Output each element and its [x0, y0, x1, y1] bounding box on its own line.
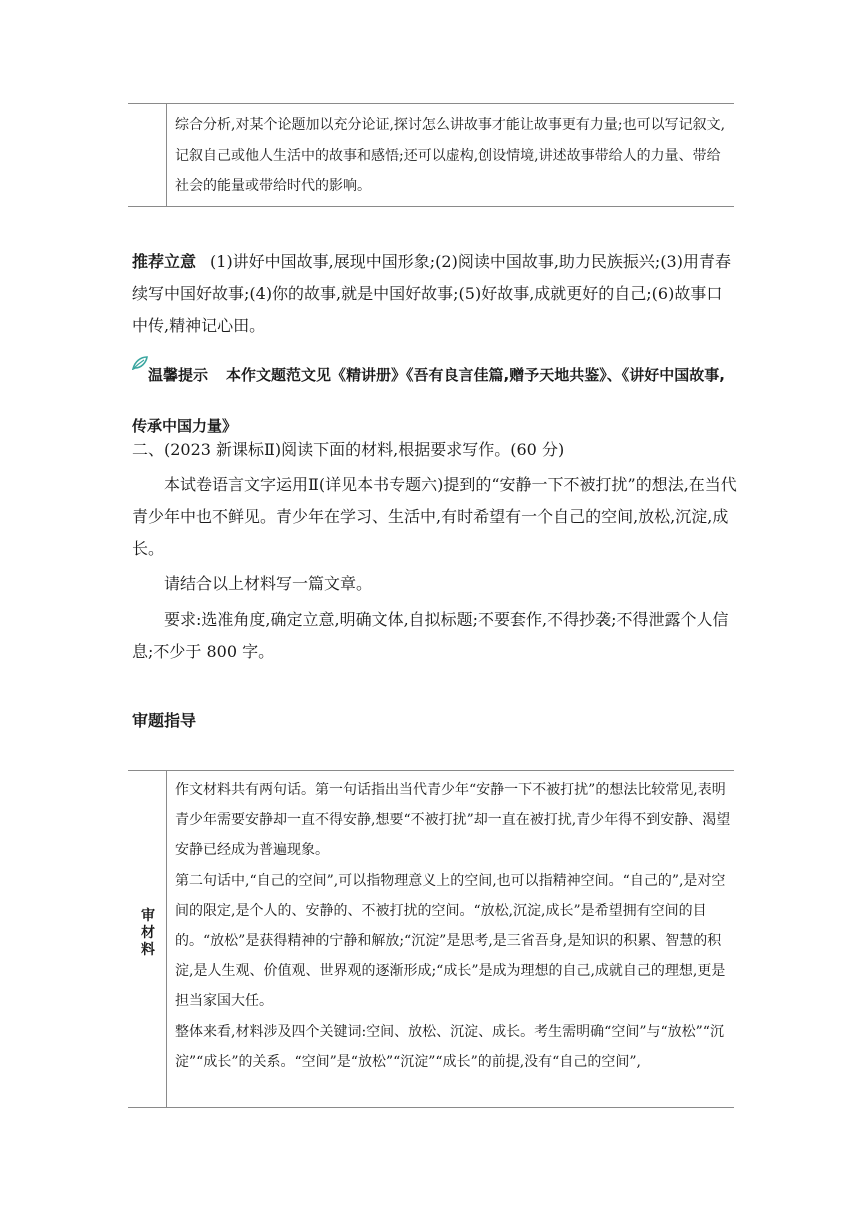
guide-table-cell — [175, 775, 731, 1077]
table-top-border — [128, 103, 734, 104]
question-prompt: 请结合以上材料写一篇文章。 — [164, 574, 373, 593]
guide-paragraph: 第二句话中,“自己的空间”,可以指物理意义上的空间,也可以指精神空间。“自己的”,是对空间的限定,是个人的、安静的、不被打扰的空间。“放松,沉淀,成长”是希望拥有空间的目的。“放松”是获得精神的宁静和解放;“沉淀”是思考,是三省吾身,是知识的积累、智慧的积淀,是人生观、价值观、世界观的逐渐形成;“成长”是成为理想的自己,成就自己的理想,更是担当家国大任。 — [175, 872, 726, 1010]
recommend-paragraph — [132, 246, 736, 342]
recommend-text: (1)讲好中国故事,展现中国形象;(2)阅读中国故事,助力民族振兴;(3)用青春续写中国好故事;(4)你的故事,就是中国好故事;(5)好故事,成就更好的自己;(6)故事口中传,精神记心田。 — [132, 252, 731, 335]
guide-paragraph: 整体来看,材料涉及四个关键词:空间、放松、沉淀、成长。考生需明确“空间”与“放松”“沉淀”“成长”的关系。“空间”是“放松”“沉淀”“成长”的前提,没有“自己的空间”, — [175, 1023, 724, 1070]
guide-table-bottom-border — [128, 1107, 734, 1108]
table-column-divider — [166, 103, 167, 206]
guide-row-label: 审材料 — [141, 908, 155, 958]
question-material: 本试卷语言文字运用Ⅱ(详见本书专题六)提到的“安静一下不被打扰”的想法,在当代青少年中也不鲜见。青少年在学习、生活中,有时希望有一个自己的空间,放松,沉淀,成长。 — [132, 475, 737, 558]
table-cell-text: 综合分析,对某个论题加以充分论证,探讨怎么讲故事才能让故事更有力量;也可以写记叙文,记叙自己或他人生活中的故事和感悟;还可以虚构,创设情境,讲述故事带给人的力量、带给社会的能量或带给时代的影响。 — [175, 117, 726, 194]
question-heading: 二、(2023 新课标Ⅱ)阅读下面的材料,根据要求写作。(60 分) — [132, 440, 565, 459]
table-bottom-border — [128, 206, 734, 207]
guide-paragraph: 作文材料共有两句话。第一句话指出当代青少年“安静一下不被打扰”的想法比较常见,表明青少年需要安静却一直不得安静,想要“不被打扰”却一直在被打扰,青少年得不到安静、渴望安静已经成为普遍现象。 — [175, 782, 731, 859]
tip-label: 温馨提示 — [148, 366, 209, 384]
guide-table-column-divider — [166, 770, 167, 1107]
guide-title: 审题指导 — [132, 711, 197, 730]
tip-text: 本作文题范文见《精讲册》《吾有良言佳篇,赠予天地共鉴》、《讲好中国故事,传承中国力量》 — [132, 366, 725, 435]
guide-table-top-border — [128, 770, 734, 771]
recommend-label: 推荐立意 — [132, 252, 197, 271]
question-requirements: 要求:选准角度,确定立意,明确文体,自拟标题;不要套作,不得抄袭;不得泄露个人信息;不少于 800 字。 — [132, 610, 729, 661]
